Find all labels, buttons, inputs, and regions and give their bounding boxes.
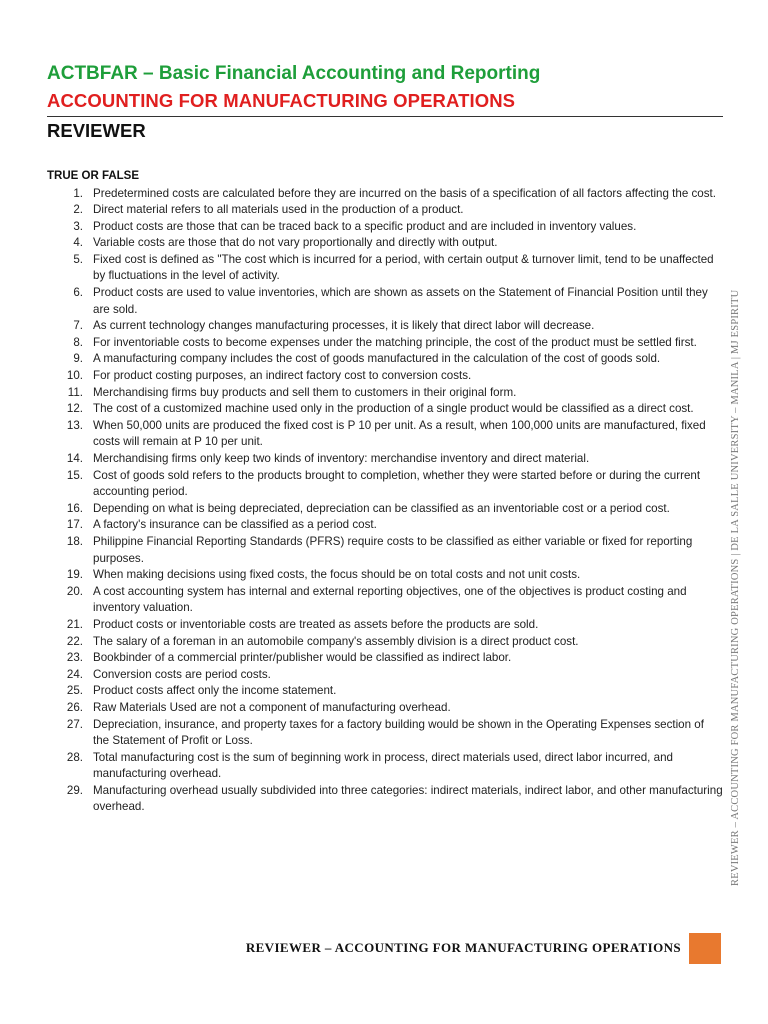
question-item bbox=[47, 584, 723, 617]
question-item bbox=[47, 783, 723, 816]
question-item bbox=[47, 501, 723, 518]
question-number: 2. bbox=[73, 203, 83, 217]
question-number: 18. bbox=[66, 534, 83, 548]
question-number: 27. bbox=[66, 717, 83, 731]
question-item bbox=[47, 451, 723, 468]
question-item bbox=[47, 219, 723, 236]
question-number: 23. bbox=[66, 651, 83, 665]
question-item bbox=[47, 617, 723, 634]
question-item bbox=[47, 468, 723, 501]
question-number: 14. bbox=[66, 452, 83, 465]
question-number: 29. bbox=[66, 783, 83, 797]
question-item bbox=[47, 750, 723, 783]
question-item bbox=[47, 186, 723, 203]
question-text: A factory's insurance can be classified as a period cost. bbox=[93, 518, 377, 532]
question-text: Variable costs are those that do not vary proportionally and directly with output. bbox=[93, 236, 498, 250]
question-text: Product costs affect only the income statement. bbox=[93, 684, 337, 698]
question-item bbox=[47, 385, 723, 402]
question-text: Depending on what is being depreciated, depreciation can be classified as an inventoriable cost or a period cost. bbox=[93, 501, 670, 515]
question-number: 13. bbox=[66, 418, 83, 432]
question-item bbox=[47, 700, 723, 717]
question-text: For inventoriable costs to become expenses under the matching principle, the cost of the product must be settled first. bbox=[93, 335, 697, 349]
question-item bbox=[47, 252, 723, 285]
question-item bbox=[47, 717, 723, 750]
question-number: 22. bbox=[66, 634, 83, 648]
question-text: Product costs or inventoriable costs are treated as assets before the products are sold. bbox=[93, 617, 539, 631]
question-list bbox=[47, 186, 723, 817]
question-text: Product costs are used to value inventories, which are shown as assets on the Statement of Financial Position until they are sold. bbox=[93, 286, 708, 316]
question-number: 12. bbox=[66, 402, 83, 416]
question-number: 10. bbox=[66, 369, 83, 383]
question-item bbox=[47, 318, 723, 335]
question-text: Fixed cost is defined as "The cost which is incurred for a period, with certain output & turnover limit, tend to be unaffected by fluctuations in the level of activity. bbox=[93, 252, 714, 283]
question-item bbox=[47, 285, 723, 318]
question-number: 16. bbox=[66, 501, 83, 515]
question-item bbox=[47, 401, 723, 418]
question-item bbox=[47, 368, 723, 385]
question-item bbox=[47, 567, 723, 584]
question-text: Total manufacturing cost is the sum of beginning work in process, direct materials used, direct labor incurred, and manufacturing overhead. bbox=[93, 750, 673, 781]
question-text: The salary of a foreman in an automobile company's assembly division is a direct product cost. bbox=[93, 634, 579, 648]
question-number: 8. bbox=[73, 335, 83, 349]
question-item bbox=[47, 517, 723, 534]
header-divider bbox=[47, 116, 723, 117]
question-text: Cost of goods sold refers to the products brought to completion, whether they were started before or during the current accounting period. bbox=[93, 468, 701, 499]
question-text: Predetermined costs are calculated before they are incurred on the basis of a specification of all factors affecting the cost. bbox=[93, 186, 716, 200]
question-item bbox=[47, 202, 723, 219]
side-running-header: REVIEWER – ACCOUNTING FOR MANUFACTURING OPERATIONS | DE LA SALLE UNIVERSITY – MANILA | MJ ESPIRITU bbox=[730, 289, 741, 886]
question-item bbox=[47, 650, 723, 667]
question-item bbox=[47, 235, 723, 252]
question-text: For product costing purposes, an indirect factory cost to conversion costs. bbox=[93, 369, 472, 383]
question-number: 11. bbox=[67, 385, 83, 399]
question-text: Manufacturing overhead usually subdivided into three categories: indirect materials, indirect labor, and other manufacturing overhead. bbox=[93, 783, 723, 814]
question-number: 15. bbox=[66, 468, 83, 482]
question-number: 5. bbox=[73, 252, 83, 266]
question-text: Merchandising firms only keep two kinds of inventory: merchandise inventory and direct material. bbox=[93, 452, 590, 465]
question-number: 20. bbox=[66, 584, 83, 598]
question-text: When 50,000 units are produced the fixed cost is P 10 per unit. As a result, when 100,000 units are manufactured, fixed costs will remain at P 10 per unit. bbox=[93, 418, 706, 449]
question-number: 17. bbox=[66, 518, 83, 532]
question-number: 19. bbox=[66, 568, 83, 582]
question-item bbox=[47, 351, 723, 368]
section-heading: TRUE OR FALSE bbox=[47, 170, 140, 182]
question-text: Philippine Financial Reporting Standards (PFRS) require costs to be classified as either variable or fixed for reporting purposes. bbox=[93, 534, 693, 565]
question-item bbox=[47, 634, 723, 651]
question-item bbox=[47, 534, 723, 567]
question-number: 7. bbox=[73, 319, 83, 333]
question-text: Raw Materials Used are not a component of manufacturing overhead. bbox=[93, 700, 451, 714]
footer-title: REVIEWER – ACCOUNTING FOR MANUFACTURING OPERATIONS bbox=[245, 940, 681, 955]
question-text: When making decisions using fixed costs, the focus should be on total costs and not unit costs. bbox=[93, 568, 581, 582]
question-item bbox=[47, 667, 723, 684]
topic-title: ACCOUNTING FOR MANUFACTURING OPERATIONS bbox=[47, 90, 516, 111]
question-number: 28. bbox=[66, 750, 83, 764]
question-text: Direct material refers to all materials used in the production of a product. bbox=[93, 203, 464, 217]
question-text: Merchandising firms buy products and sell them to customers in their original form. bbox=[93, 385, 517, 399]
question-text: A cost accounting system has internal and external reporting objectives, one of the objectives is product costing and inventory valuation. bbox=[93, 584, 687, 615]
question-text: Bookbinder of a commercial printer/publisher would be classified as indirect labor. bbox=[93, 651, 512, 665]
question-text: The cost of a customized machine used only in the production of a single product would be classified as a direct cost. bbox=[93, 402, 694, 416]
question-number: 6. bbox=[73, 286, 83, 300]
question-number: 1. bbox=[73, 186, 83, 200]
question-number: 3. bbox=[73, 219, 83, 233]
document-type-heading: REVIEWER bbox=[47, 120, 146, 141]
question-item bbox=[47, 335, 723, 352]
question-number: 21. bbox=[66, 617, 83, 631]
question-item bbox=[47, 418, 723, 451]
question-number: 4. bbox=[73, 236, 83, 250]
question-number: 24. bbox=[66, 667, 83, 681]
question-text: A manufacturing company includes the cost of goods manufactured in the calculation of the cost of goods sold. bbox=[93, 352, 661, 366]
question-text: Product costs are those that can be traced back to a specific product and are included in inventory values. bbox=[93, 219, 637, 233]
footer-accent-box bbox=[689, 933, 721, 964]
question-text: Conversion costs are period costs. bbox=[93, 667, 271, 681]
question-text: Depreciation, insurance, and property taxes for a factory building would be shown in the Operating Expenses section of the Statement of Profit or Loss. bbox=[93, 717, 704, 748]
question-number: 26. bbox=[66, 700, 83, 714]
question-number: 25. bbox=[66, 684, 83, 698]
question-item bbox=[47, 683, 723, 700]
course-title: ACTBFAR – Basic Financial Accounting and Reporting bbox=[47, 63, 541, 84]
question-number: 9. bbox=[73, 352, 83, 366]
question-text: As current technology changes manufacturing processes, it is likely that direct labor will decrease. bbox=[93, 319, 595, 333]
